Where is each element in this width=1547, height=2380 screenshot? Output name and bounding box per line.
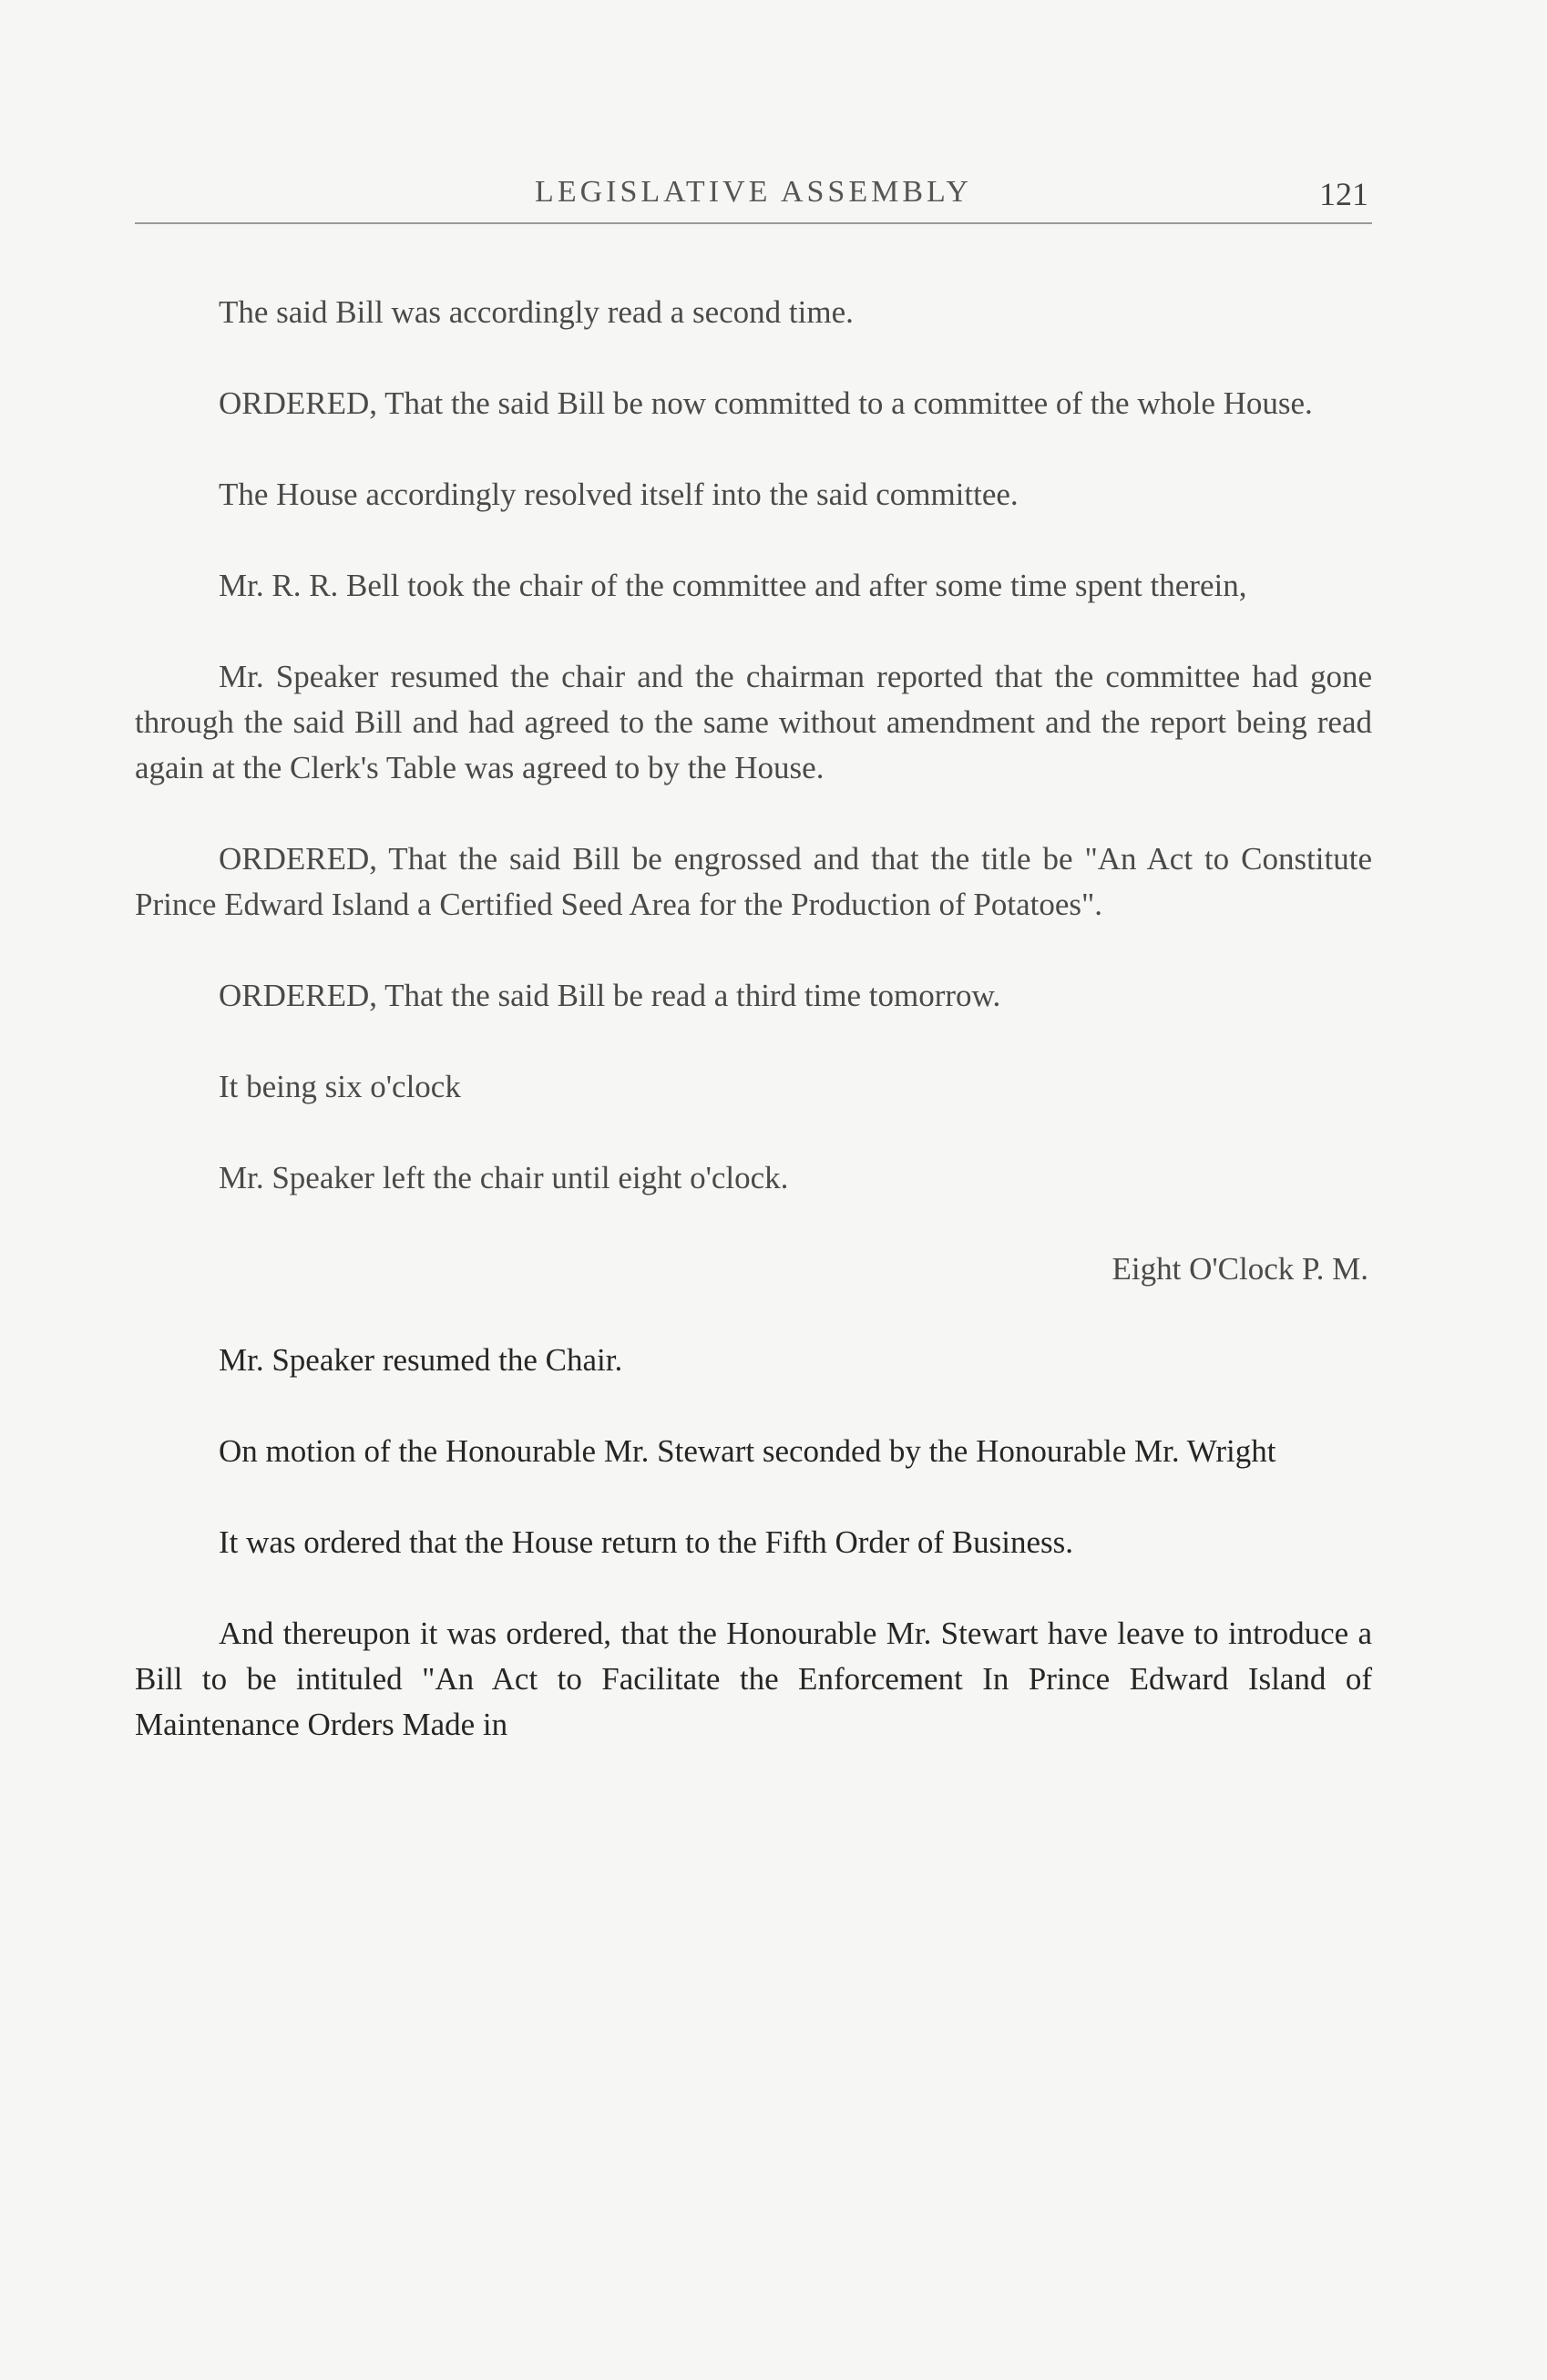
paragraph-motion: On motion of the Honourable Mr. Stewart seconded by the Honourable Mr. Wright (219, 1433, 1276, 1469)
paragraph-committed-order: ORDERED, That the said Bill be now committed to a committee of the whole House. (219, 385, 1313, 421)
document-body (135, 290, 1372, 1748)
paragraph-speaker-left: Mr. Speaker left the chair until eight o'clock. (219, 1160, 789, 1195)
paragraph-third-reading: ORDERED, That the said Bill be read a third time tomorrow. (219, 978, 1001, 1013)
paragraph-engrossed-order: ORDERED, That the said Bill be engrossed and that the title be "An Act to Constitute Prince Edward Island a Certified Seed Area for the Production of Potatoes". (135, 841, 1372, 922)
paragraph-bell-chair: Mr. R. R. Bell took the chair of the committee and after some time spent therein, (219, 568, 1247, 603)
paragraph-house-resolved: The House accordingly resolved itself into the said committee. (219, 477, 1019, 512)
paragraph-leave-to-introduce: And thereupon it was ordered, that the Honourable Mr. Stewart have leave to introduce a Bill to be intituled "An Act to Facilitate the Enforcement In Prince Edward Island of Maintenance Orders Made in (135, 1616, 1372, 1742)
paragraph-speaker-resumed: Mr. Speaker resumed the Chair. (219, 1342, 623, 1378)
page-number: 121 (1319, 176, 1368, 212)
paragraph-six-oclock: It being six o'clock (219, 1069, 461, 1104)
header-rule (135, 222, 1372, 224)
time-heading: Eight O'Clock P. M. (1112, 1251, 1368, 1287)
page-header (135, 175, 1372, 230)
running-title: LEGISLATIVE ASSEMBLY (535, 175, 972, 209)
paragraph-chairman-report: Mr. Speaker resumed the chair and the chairman reported that the committee had gone through the said Bill and had agreed to the same without amendment and the report being read again at the Clerk's Table was agreed to by the House. (135, 659, 1372, 785)
paragraph-fifth-order: It was ordered that the House return to the Fifth Order of Business. (219, 1524, 1073, 1560)
paragraph-second-reading: The said Bill was accordingly read a second time. (219, 294, 854, 330)
